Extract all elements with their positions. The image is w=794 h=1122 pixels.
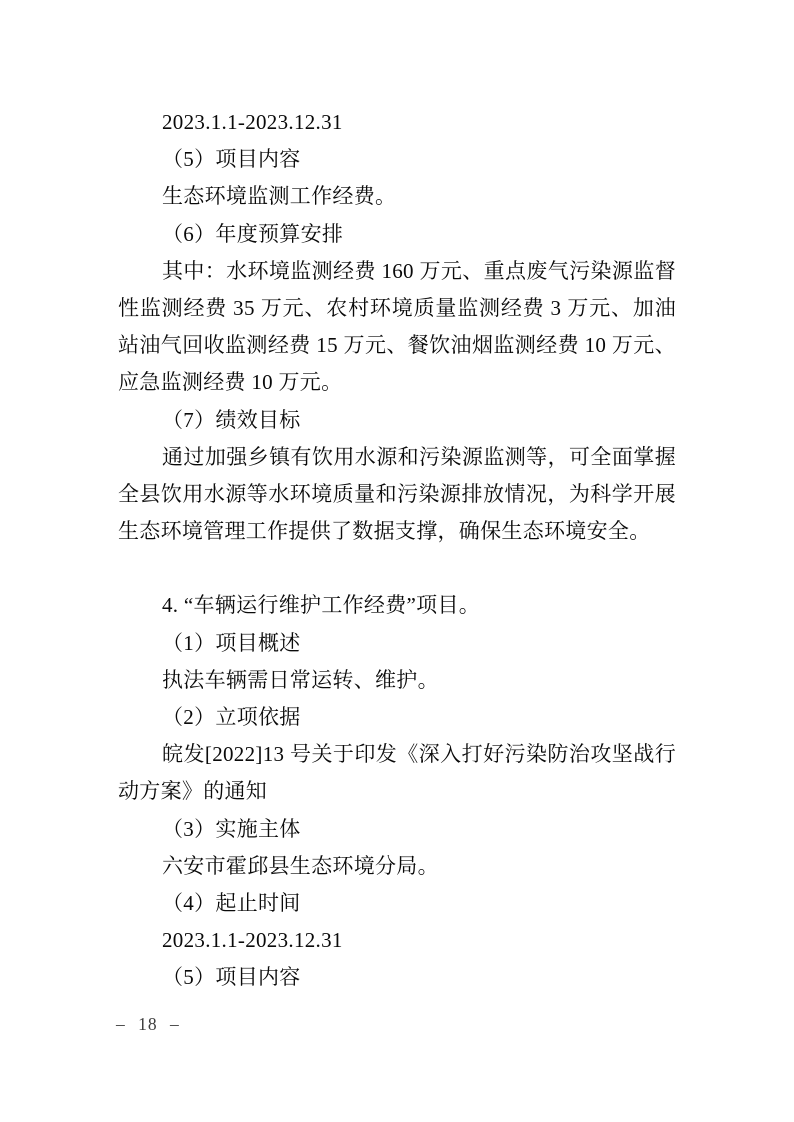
text-line: （2）立项依据 xyxy=(162,705,301,729)
text-line: 通过加强乡镇有饮用水源和污染源监测等，可全面掌握 xyxy=(162,444,676,469)
text-line: 2023.1.1-2023.12.31 xyxy=(162,928,343,953)
text-line: （1）项目概述 xyxy=(162,630,301,655)
text-line: 性监测经费 35 万元、农村环境质量监测经费 3 万元、加油 xyxy=(118,295,676,320)
text-line: 站油气回收监测经费 15 万元、餐饮油烟监测经费 10 万元、 xyxy=(118,333,676,358)
text-line: 皖发[2022]13 号关于印发《深入打好污染防治攻坚战行 xyxy=(162,742,676,767)
text-line: 其中：水环境监测经费 160 万元、重点废气污染源监督 xyxy=(162,258,676,283)
text-line: 应急监测经费 10 万元。 xyxy=(118,370,343,395)
text-line xyxy=(118,550,676,587)
text-line: （5）项目内容 xyxy=(162,965,301,990)
text-line: 4. “车辆运行维护工作经费”项目。 xyxy=(162,593,481,618)
page-number: – 18 – xyxy=(116,1014,180,1034)
text-line: （3）实施主体 xyxy=(162,816,301,841)
text-line: （5）项目内容 xyxy=(162,147,301,172)
text-line: 动方案》的通知 xyxy=(118,779,268,804)
text-line: （7）绩效目标 xyxy=(162,407,301,432)
text-line: 执法车辆需日常运转、维护。 xyxy=(162,667,439,692)
document-body xyxy=(118,104,676,997)
text-line: 生态环境管理工作提供了数据支撑，确保生态环境安全。 xyxy=(118,519,651,544)
text-line: （4）起止时间 xyxy=(162,890,301,915)
text-line: 六安市霍邱县生态环境分局。 xyxy=(162,853,439,878)
text-line: （6）年度预算安排 xyxy=(162,221,344,246)
text-line: 全县饮用水源等水环境质量和污染源排放情况，为科学开展 xyxy=(118,481,676,506)
text-line: 2023.1.1-2023.12.31 xyxy=(162,110,343,134)
text-line: 生态环境监测工作经费。 xyxy=(162,184,397,209)
